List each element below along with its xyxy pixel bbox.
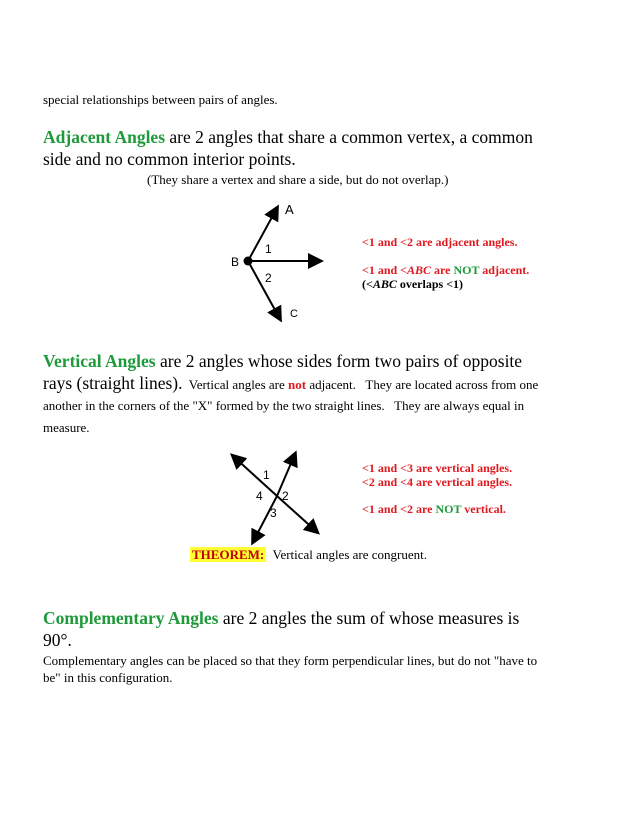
label-angle-2: 2 (265, 271, 272, 285)
vertical-note-3 (362, 502, 512, 516)
note2-are: are (431, 263, 454, 277)
vertical-small-text1: Vertical angles are (182, 377, 289, 392)
adjacent-note-1: <1 and <2 are adjacent angles. (362, 235, 518, 249)
vnote3-end: vertical. (461, 502, 506, 516)
note2-part-a: <1 and < (362, 263, 408, 277)
label-b: B (231, 255, 240, 269)
adjacent-definition-line1: are 2 angles that share a common vertex, a common (165, 127, 533, 147)
vertical-note-1: <1 and <3 are vertical angles. (362, 461, 513, 475)
vnote3-not: NOT (435, 502, 462, 516)
label-angle-3: 3 (270, 506, 277, 520)
complementary-small-line1: Complementary angles can be placed so that they form perpendicular lines, but do not "have to (43, 653, 538, 668)
label-angle-1: 1 (265, 242, 272, 256)
label-angle-4: 4 (256, 489, 263, 503)
adjacent-definition (43, 126, 603, 170)
adjacent-side-notes (362, 235, 529, 291)
note2-abc: ABC (407, 263, 432, 277)
note2-not: NOT (453, 263, 480, 277)
vertical-side-notes (362, 461, 512, 516)
adjacent-definition-line2: side and no common interior points. (43, 149, 296, 169)
label-c: C (290, 308, 298, 320)
adjacent-note: (They share a vertex and share a side, but do not overlap.) (147, 172, 449, 187)
label-angle-2: 2 (282, 489, 289, 503)
vertical-term: Vertical Angles (43, 351, 156, 371)
vertical-definition (43, 350, 613, 440)
theorem-text: Vertical angles are congruent. (266, 547, 427, 562)
vertical-definition-part1: are 2 angles whose sides form two pairs of opposite (155, 351, 523, 371)
note2-end: adjacent. (479, 263, 530, 277)
vertical-angles-diagram (225, 448, 325, 548)
vnote3-part-a: <1 and <2 are (362, 502, 436, 516)
complementary-small-line2: be" in this configuration. (43, 670, 173, 685)
adjacent-note-2 (362, 263, 529, 277)
complementary-term: Complementary Angles (43, 608, 219, 628)
vertical-small-line3: measure. (43, 420, 90, 435)
ray-upper-left (233, 456, 277, 496)
vertical-small-line2: another in the corners of the "X" formed by the two straight lines. They are always equal in (43, 398, 525, 413)
note3-end: overlaps <1) (396, 277, 464, 291)
vertex-point (244, 257, 253, 266)
vertical-not: not (288, 377, 307, 392)
theorem (190, 547, 427, 563)
theorem-label: THEOREM: (192, 547, 265, 562)
ray-bc (248, 261, 280, 319)
intro-text: special relationships between pairs of angles. (43, 92, 278, 107)
complementary-definition-line2: 90°. (43, 630, 72, 650)
label-a: A (285, 202, 294, 217)
note3-part-a: (< (362, 277, 373, 291)
adjacent-angles-diagram (220, 195, 340, 325)
vertical-note-2: <2 and <4 are vertical angles. (362, 475, 513, 489)
adjacent-note-3 (362, 277, 529, 291)
note3-abc: ABC (372, 277, 397, 291)
ray-ba (248, 208, 277, 261)
complementary-definition (43, 607, 613, 686)
adjacent-term: Adjacent Angles (43, 127, 166, 147)
label-angle-1: 1 (263, 468, 270, 482)
vertical-definition-part2: rays (straight lines). (43, 373, 183, 393)
vertical-small-text2: adjacent. They are located across from one (306, 377, 539, 392)
complementary-definition-line1: are 2 angles the sum of whose measures is (218, 608, 520, 628)
